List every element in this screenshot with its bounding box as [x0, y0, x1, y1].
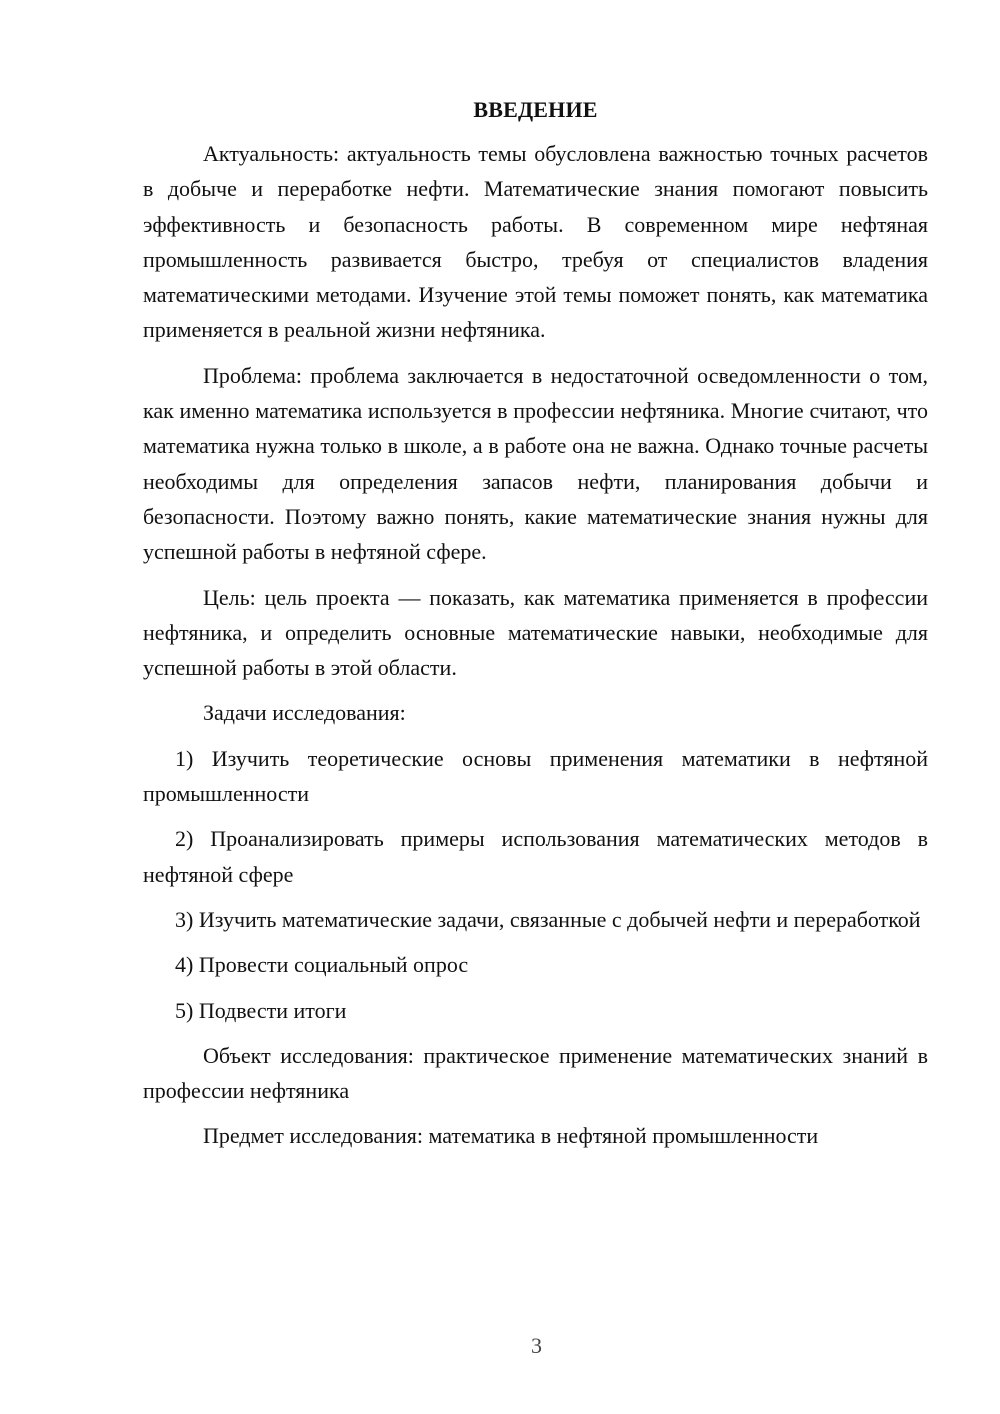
task-item-2: 2) Проанализировать примеры использования математических методов в нефтяной сфере: [143, 826, 928, 887]
task-item-3: 3) Изучить математические задачи, связанные с добычей нефти и переработкой: [175, 906, 921, 932]
task-item-4: 4) Провести социальный опрос: [175, 952, 469, 978]
paragraph-object: Объект исследования: практическое применение математических знаний в профессии нефтяника: [143, 1042, 928, 1104]
paragraph-goal: Цель: цель проекта — показать, как математика применяется в профессии нефтяника, и определить основные математические навыки, необходимые для успешной работы в этой области.: [143, 584, 928, 681]
paragraph-subject: Предмет исследования: математика в нефтяной промышленности: [203, 1123, 819, 1149]
page-number: 3: [531, 1333, 542, 1358]
tasks-heading: Задачи исследования:: [203, 700, 406, 726]
paragraph-relevance: Актуальность: актуальность темы обусловлена важностью точных расчетов в добыче и переработке нефти. Математические знания помогают повысить эффективность и безопасность работы. В современном мире нефтяная промышленность развивается быстро, требуя от специалистов владения математическими методами. Изучение этой темы поможет понять, как математика применяется в реальной жизни нефтяника.: [143, 141, 928, 343]
paragraph-problem: Проблема: проблема заключается в недостаточной осведомленности о том, как именно математика используется в профессии нефтяника. Многие считают, что математика нужна только в школе, а в работе она не важна. Однако точные расчеты необходимы для определения запасов нефти, планирования добычи и безопасности. Поэтому важно понять, какие математические знания нужны для успешной работы в нефтяной сфере.: [143, 362, 928, 565]
task-item-5: 5) Подвести итоги: [175, 997, 347, 1023]
page-title: ВВЕДЕНИЕ: [473, 97, 598, 122]
task-item-1: 1) Изучить теоретические основы применения математики в нефтяной промышленности: [143, 745, 928, 807]
document-page: [143, 94, 928, 1164]
